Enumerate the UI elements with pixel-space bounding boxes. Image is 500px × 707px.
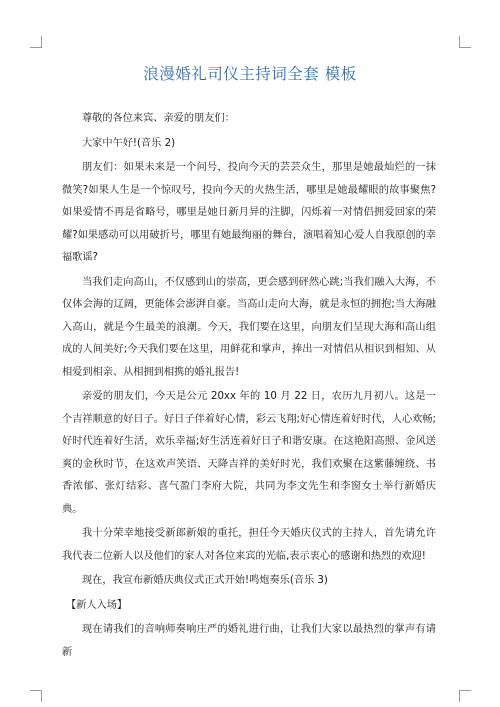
crop-mark-bottom-right (459, 690, 471, 702)
paragraph: 当我们走向高山，不仅感到山的崇高，更会感到砰然心跳;当我们融入大海，不仅体会海的辽阔，更能体会澎湃自豪。当高山走向大海，就是永恒的拥抱;当大海融入高山，就是今生最美的浪潮。今天，我们要在这里，向朋友们呈现大海和高山组成的人间美好;今天我们要在这里，用鲜花和掌声，捧出一对情侣从相识到相知、从相爱到相亲、从相拥到相携的婚礼报告! (62, 276, 436, 378)
paragraph: 朋友们：如果未来是一个问号，投向今天的芸芸众生，那里是她最灿烂的一抹微笑?如果人生是一个惊叹号，投向今天的火热生活，哪里是她最耀眼的故事聚焦?如果爱情不再是省略号，哪里是她日新月异的注脚，闪烁着一对情侣拥爱回家的荣耀?如果感动可以用破折号，哪里有她最绚丽的舞台，演唱着知心爱人自我原创的幸福歌谣? (62, 162, 436, 263)
paragraph: 现在请我们的音响师奏响庄严的婚礼进行曲，让我们大家以最热烈的掌声有请新 (62, 624, 436, 658)
document-body (62, 108, 436, 666)
crop-mark-top-right (459, 36, 471, 48)
crop-mark-top-left (30, 36, 42, 48)
paragraph: 我十分荣幸地接受新郎新娘的重托，担任今天婚庆仪式的主持人，首先请允许我代表二位新人以及他们的家人对各位来宾的光临,表示衷心的感谢和热烈的欢迎! (62, 528, 436, 562)
paragraph-salutation: 尊敬的各位来宾、亲爱的朋友们： (82, 113, 235, 124)
section-heading: 【新人入场】 (66, 599, 128, 611)
paragraph-greeting: 大家中午好!(音乐 2) (82, 137, 176, 149)
document-title: 浪漫婚礼司仪主持词全套 模板 (143, 65, 357, 83)
paragraph: 现在，我宣布新婚庆典仪式正式开始!鸣炮奏乐(音乐 3) (82, 575, 328, 586)
paragraph: 亲爱的朋友们，今天是公元 20xx 年的 10 月 22 日，农历九月初八。这是一个吉祥顺意的好日子。好日子伴着好心情，彩云飞翔;好心情连着好时代，人心欢畅;好时代连着好生活，欢乐幸福;好生活连着好日子和谐安康。在这艳阳高照、金风送爽的金秋时节，在这欢声笑语、天降吉祥的美好时光，我们欢聚在这紫藤缠绕、书香浓郁、张灯结彩、喜气盈门李府大院，共同为李文先生和李窗女士举行新婚庆典。 (62, 391, 436, 515)
crop-mark-bottom-left (30, 690, 42, 702)
